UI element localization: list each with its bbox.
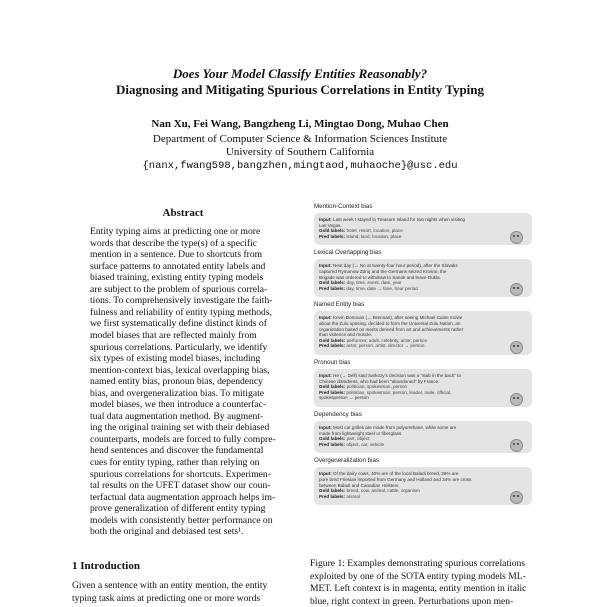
abstract-line: models with consistently better performance on	[90, 514, 273, 526]
example-field-label: Input:	[319, 425, 332, 430]
example-text-line: Input: Last week I stayed in Treasure Island for two nights when visiting	[319, 217, 466, 222]
abstract-line: spurious correlations. Particularly, we identify	[90, 341, 268, 353]
abstract-line: model biases, we then introduce a counterfac-	[90, 399, 267, 411]
bias-example-box	[314, 369, 532, 407]
bias-example-box	[314, 213, 532, 245]
example-text-line: Input: He (→ Dell) said Sarkozy's decision was a "stab in the back" to	[319, 373, 462, 378]
example-text-line: Pred labels: politician, spokesman, person, leader, male, official,	[319, 389, 452, 395]
example-field-label: Input:	[319, 217, 332, 222]
example-text-line: spokesperson → person	[319, 395, 369, 401]
example-text-line: than violence and muscle.	[319, 332, 373, 338]
example-text-line: about the Zulu uprising, decided to form the Universal Zulu Nation, an	[319, 320, 461, 326]
example-field-label: Gold labels:	[319, 228, 346, 234]
abstract-line: model biases that are reflected mainly from	[90, 329, 257, 341]
abstract-line: terfactual data augmentation approach helps im-	[90, 491, 276, 503]
example-text-line: Pred labels: island, land, location, place	[319, 233, 402, 239]
intro-text-line: typing task aims at predicting one or more words	[72, 593, 261, 604]
example-text-line: Input: Kevin Donovan (→ Brennan), after seeing Michael Caine movie	[319, 315, 463, 321]
bias-example-box	[314, 259, 532, 297]
example-text-line: Pred labels: object, car, vehicle	[319, 441, 385, 447]
example-field-label: Input:	[319, 373, 332, 378]
abstract-line: ing the original training set with their debiased	[90, 422, 270, 434]
abstract-line: we first systematically define distinct kinds of	[90, 318, 267, 330]
abstract-line: tal results on the UFET dataset show our coun-	[90, 480, 271, 492]
paper-authors: Nan Xu, Fei Wang, Bangzheng Li, Mingtao Dong, Muhao Chen	[151, 118, 449, 130]
example-text-line: Brigade was ordered to withdraw to Sanok and leave Dukla.	[319, 274, 441, 280]
example-text-line: Gold labels: performer, adult, celebrity, actor, person	[319, 337, 428, 343]
example-text-line: Gold labels: breed, cow, animal, cattle, organism	[319, 488, 420, 494]
example-text-line: Las Vegas.	[319, 222, 342, 228]
abstract-line: named entity bias, pronoun bias, dependency	[90, 376, 263, 388]
example-field-label: Pred labels:	[319, 441, 346, 447]
example-field-label: Input:	[319, 315, 332, 321]
author-emails: {nanx,fwang598,bangzhen,mingtaod,muhaoche}@usc.edu	[142, 160, 458, 172]
figure-1-bias-examples	[310, 203, 535, 557]
robot-model-icon	[510, 341, 523, 354]
example-text-line: Pred labels: animal	[319, 493, 360, 499]
bias-category-label: Mention-Context bias	[314, 203, 373, 210]
caption-line: Figure 1: Examples demonstrating spurious correlations	[310, 558, 526, 569]
example-field-label: Gold labels:	[319, 384, 346, 390]
abstract-line: tual data augmentation method. By augment-	[90, 410, 264, 422]
paper-title-line-1: Does Your Model Classify Entities Reasonably?	[172, 66, 428, 81]
abstract-line: tions. To comprehensively investigate the faith-	[90, 295, 273, 307]
bias-example-box	[314, 467, 532, 505]
example-text-line: pure bred Friesian imported from Germany and Holland and 34% are cross	[319, 476, 472, 482]
caption-line: exploited by one of the SOTA entity typing models ML-	[310, 570, 526, 582]
robot-model-icon	[510, 393, 523, 406]
bias-example-box	[314, 311, 532, 355]
abstract-line: counterparts, models are forced to fully compre-	[90, 433, 276, 445]
robot-model-icon	[510, 491, 523, 504]
example-text-line: Gold labels: hotel, resort, location, place	[319, 228, 403, 234]
affiliation-line: Department of Computer Science & Information Sciences Institute	[152, 133, 448, 145]
abstract-line: both the original and debiased test sets¹.	[90, 526, 244, 538]
caption-line: MET. Left context is in magenta, entity mention in italic	[310, 583, 527, 594]
bias-category-label: Dependency bias	[314, 411, 362, 418]
bias-example-box	[314, 421, 532, 453]
abstract-line: mention in a sentence. Due to shortcuts from	[90, 249, 263, 261]
caption-line: blue, right context in green. Perturbations upon men-	[310, 595, 514, 607]
example-field-label: Input:	[319, 263, 332, 269]
example-field-label: Gold labels:	[319, 337, 346, 343]
abstract-line: mention-context bias, lexical overlapping bias,	[90, 364, 270, 376]
abstract-line: hend sentences and discover the fundamental	[90, 445, 264, 457]
example-text-line: Pred labels: actor, person, artist, director → person	[319, 343, 425, 349]
abstract-line: fulness and reliability of entity typing methods,	[90, 306, 272, 318]
abstract-line: six types of existing model biases, including	[90, 353, 261, 365]
robot-model-icon	[510, 439, 523, 452]
bias-category-label: Named Entity bias	[314, 301, 365, 309]
example-text-line: captured Rymanow Zdroj and the Germans seized Krosno, the	[319, 268, 447, 274]
example-field-label: Pred labels:	[319, 389, 346, 395]
abstract-line: Entity typing aims at predicting one or more	[90, 226, 261, 237]
example-text-line: Chinese dissidents, who had been "abandoned" by France.	[319, 378, 440, 384]
example-field-label: Input:	[319, 471, 332, 477]
abstract-line: cues for entity typing, rather than relying on	[90, 457, 260, 468]
abstract-line: surface patterns to annotated entity labels and	[90, 260, 266, 272]
example-field-label: Pred labels:	[319, 233, 346, 239]
example-text-line: organization based on merits derived from art and achievements rather	[319, 326, 464, 332]
intro-text-line: Given a sentence with an entity mention, the entity	[72, 580, 268, 591]
bias-category-label: Lexical Overlapping bias	[314, 249, 382, 257]
robot-model-icon	[510, 283, 523, 296]
abstract-line: bias, and overgeneralization bias. To mitigate	[90, 387, 265, 399]
abstract-line: spurious correlations for shortcuts. Experimen-	[90, 468, 271, 480]
example-text-line: between Baladi and Canadian Holstein.	[319, 482, 400, 488]
abstract-line: words that describe the type(s) of a specific	[90, 237, 258, 249]
example-field-label: Pred labels:	[319, 285, 346, 291]
example-text-line: Gold labels: day, time, event, date, year	[319, 280, 402, 286]
example-field-label: Gold labels:	[319, 436, 346, 442]
paper-title-line-2: Diagnosing and Mitigating Spurious Correlations in Entity Typing	[115, 82, 485, 97]
example-text-line: Pred labels: day, time, date → time, hour period	[319, 285, 418, 291]
example-field-label: Gold labels:	[319, 488, 346, 494]
abstract-line: prove generalization of different entity typing	[90, 503, 266, 515]
example-text-line: Gold labels: part, object	[319, 436, 370, 442]
abstract-heading: Abstract	[162, 207, 204, 219]
example-text-line: Input: Most car grilles are made from polyurethane, while some are	[319, 425, 457, 430]
abstract-line: are subject to the problem of spurious correla-	[90, 283, 268, 295]
example-text-line: Input: Of the dairy cows, 40% are of the local Baladi breed, 26% are	[319, 471, 459, 477]
example-text-line: Gold labels: politician, spokesman, person	[319, 384, 408, 390]
example-text-line: Input: Next day (→ No at twenty-four hour period), after the Slovaks	[319, 263, 458, 269]
robot-model-icon	[510, 231, 523, 244]
example-field-label: Pred labels:	[319, 343, 346, 349]
bias-category-label: Pronoun bias	[314, 359, 351, 366]
example-field-label: Pred labels:	[319, 493, 346, 499]
abstract-line: biased training, existing entity typing models	[90, 272, 264, 284]
section-heading-introduction: 1 Introduction	[72, 560, 140, 572]
bias-category-label: Overgeneralization bias	[314, 457, 380, 465]
example-text-line: made from lightweight steel or fiberglass.	[319, 430, 403, 436]
affiliation-line: University of Southern California	[225, 146, 375, 158]
example-field-label: Gold labels:	[319, 280, 346, 286]
